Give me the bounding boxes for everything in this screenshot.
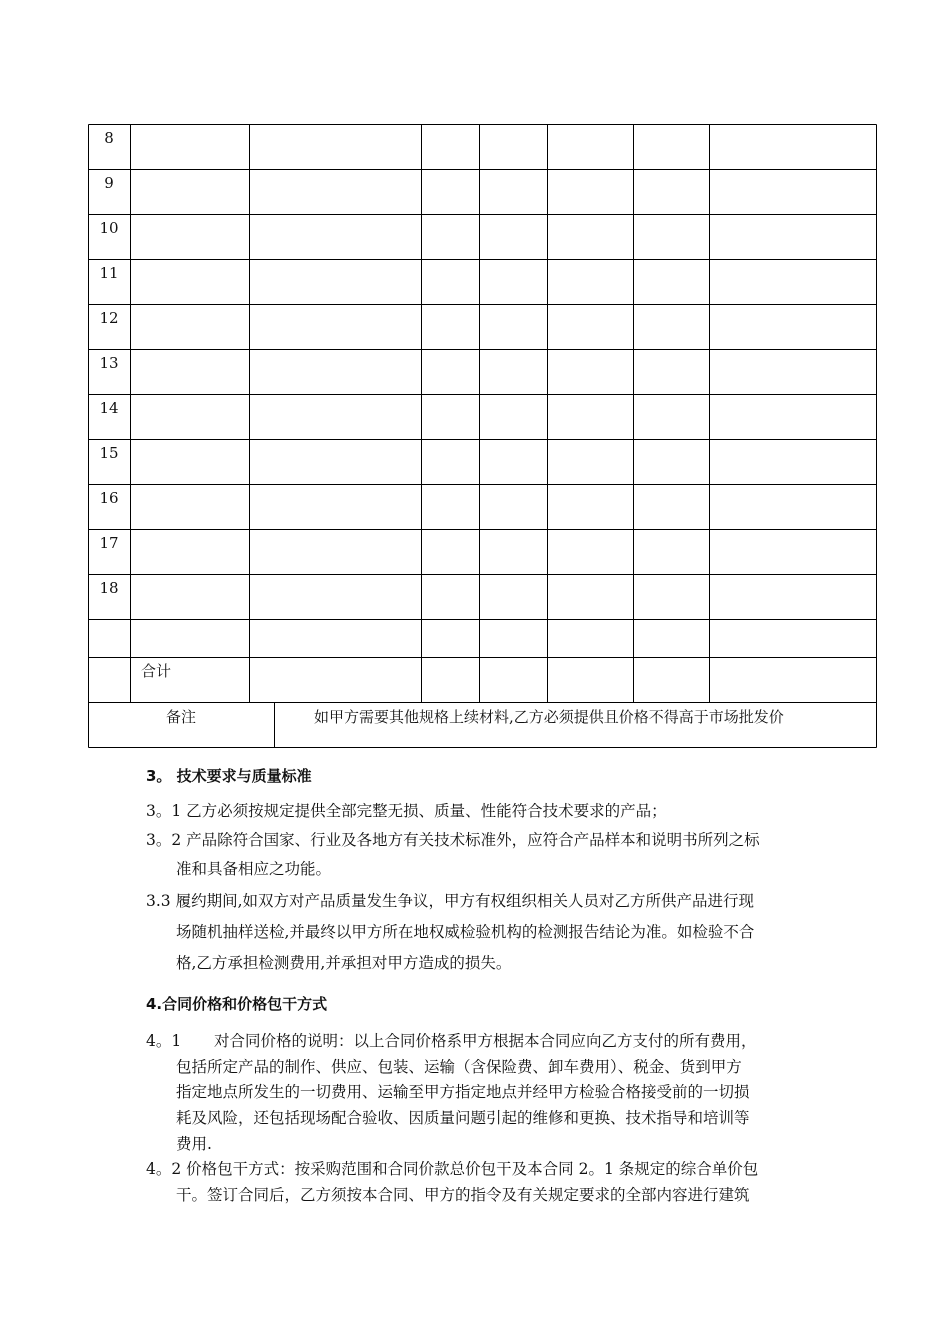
section-4-1-line: 耗及风险，还包括现场配合验收、因质量问题引起的维修和更换、技术指导和培训等 xyxy=(176,1109,750,1127)
row-number: 16 xyxy=(99,489,119,507)
row-number: 14 xyxy=(99,399,119,417)
section-3-2-line: 准和具备相应之功能。 xyxy=(176,860,332,878)
section-3-3-line: 场随机抽样送检,并最终以甲方所在地权威检验机构的检测报告结论为准。如检验不合 xyxy=(176,923,755,941)
row-number: 11 xyxy=(99,264,119,282)
section-3-3-line: 格,乙方承担检测费用,并承担对甲方造成的损失。 xyxy=(176,954,512,972)
row-number: 17 xyxy=(99,534,119,552)
section-4-2-line: 干。签订合同后，乙方须按本合同、甲方的指令及有关规定要求的全部内容进行建筑 xyxy=(176,1186,750,1204)
section-4-1-line: 包括所定产品的制作、供应、包装、运输（含保险费、卸车费用）、税金、货到甲方 xyxy=(176,1058,742,1076)
items-table xyxy=(88,124,877,748)
section-4-heading: 4.合同价格和价格包干方式 xyxy=(146,995,328,1013)
row-number: 13 xyxy=(99,354,119,372)
section-3-3-line: 3.3 履约期间,如双方对产品质量发生争议，甲方有权组织相关人员对乙方所供产品进行现 xyxy=(146,892,755,910)
section-4-1-line: 指定地点所发生的一切费用、运输至甲方指定地点并经甲方检验合格接受前的一切损 xyxy=(176,1083,750,1101)
row-number: 12 xyxy=(99,309,119,327)
row-number: 18 xyxy=(99,579,119,597)
row-number: 15 xyxy=(99,444,119,462)
section-4-1-line: 对合同价格的说明：以上合同价格系甲方根据本合同应向乙方支付的所有费用， xyxy=(214,1032,757,1050)
row-number: 9 xyxy=(104,174,114,192)
section-3-1: 3。1 乙方必须按规定提供全部完整无损、质量、性能符合技术要求的产品； xyxy=(146,802,667,820)
table-grid-lines xyxy=(88,124,877,748)
section-4-1-number: 4。1 xyxy=(146,1032,182,1050)
section-3-heading: 3。 技术要求与质量标准 xyxy=(146,767,312,785)
remarks-text: 如甲方需要其他规格上续材料,乙方必须提供且价格不得高于市场批发价 xyxy=(314,708,784,726)
row-number: 8 xyxy=(104,129,114,147)
total-label: 合计 xyxy=(141,662,172,680)
section-3-2-line: 3。2 产品除符合国家、行业及各地方有关技术标准外，应符合产品样本和说明书所列之标 xyxy=(146,831,760,849)
section-4-2-line: 4。2 价格包干方式：按采购范围和合同价款总价包干及本合同 2。1 条规定的综合单价包 xyxy=(146,1160,759,1178)
remarks-label: 备注 xyxy=(166,708,197,726)
section-4-1-line: 费用. xyxy=(176,1135,212,1153)
row-number: 10 xyxy=(99,219,119,237)
